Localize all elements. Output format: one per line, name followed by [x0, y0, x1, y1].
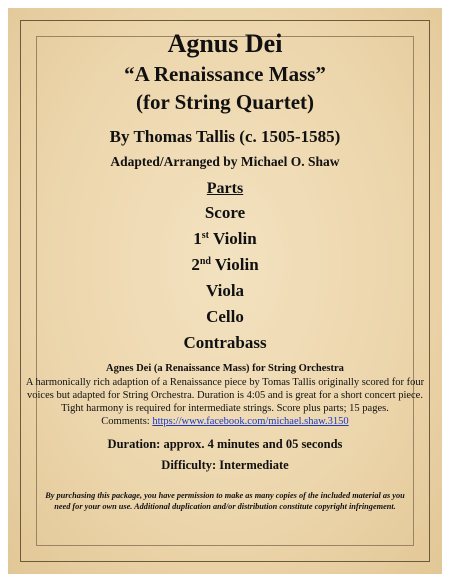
part-contrabass: Contrabass	[183, 333, 267, 352]
comments-label: Comments:	[101, 416, 153, 427]
part-viola: Viola	[205, 281, 245, 300]
subtitle-line-2: (for String Quartet)	[135, 90, 315, 114]
violin-2-number: 2	[191, 255, 200, 274]
page-title: Agnus Dei	[167, 29, 283, 58]
violin-2-label: Violin	[210, 255, 259, 274]
violin-1-label: Violin	[209, 229, 257, 248]
description-text: A harmonically rich adaption of a Renaissance piece by Tomas Tallis originally scored for four voices but adapted for String Orchestra. Duration is 4:05 and is great for a short concert piece. Tight harmony is required for intermediate strings. Score plus parts; 15 pages.	[25, 377, 425, 414]
violin-1-ordinal: st	[201, 230, 209, 241]
composer: By Thomas Tallis (c. 1505-1585)	[109, 127, 341, 146]
description-title: Agnes Dei (a Renaissance Mass) for String Orchestra	[106, 363, 344, 374]
part-cello: Cello	[206, 307, 244, 326]
description-body	[24, 376, 426, 428]
copyright-notice: By purchasing this package, you have permission to make as many copies of the included material as you need for your own use. Additional duplication and/or distribution constitute copyright infringement.	[45, 491, 405, 511]
part-score: Score	[204, 203, 246, 222]
subtitle-line-1: “A Renaissance Mass”	[124, 62, 326, 86]
cover-content	[25, 28, 425, 512]
part-violin-2	[30, 252, 420, 278]
duration: Duration: approx. 4 minutes and 05 seconds	[107, 437, 343, 451]
part-violin-1	[30, 226, 420, 252]
parts-heading: Parts	[206, 180, 244, 197]
violin-2-ordinal: nd	[199, 256, 211, 267]
difficulty: Difficulty: Intermediate	[161, 458, 289, 472]
cover-page	[8, 8, 442, 574]
violin-1-number: 1	[193, 229, 202, 248]
arranger: Adapted/Arranged by Michael O. Shaw	[110, 154, 340, 169]
comments-link[interactable]: https://www.facebook.com/michael.shaw.3150	[152, 416, 349, 427]
